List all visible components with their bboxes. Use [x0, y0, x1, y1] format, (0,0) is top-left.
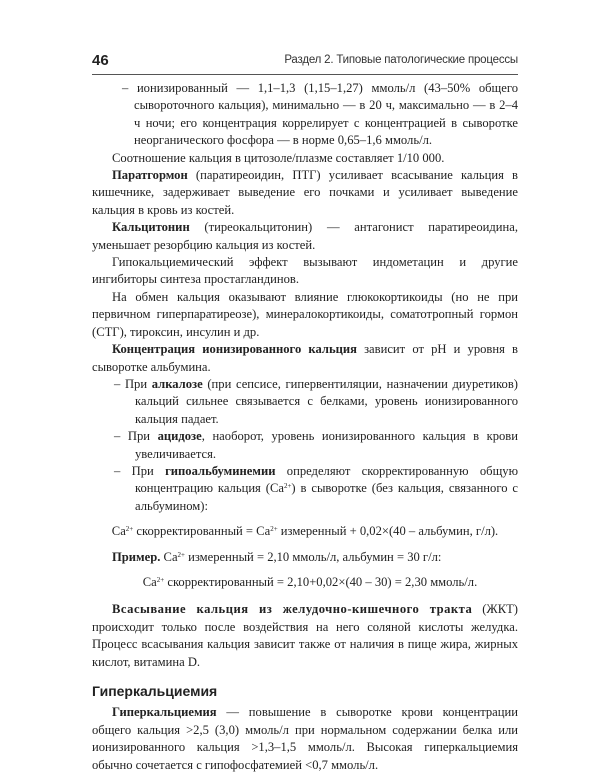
example-part: Ca — [142, 574, 157, 589]
metabolism-paragraph: На обмен кальция оказывают влияние глюкокортикоиды (но не при первичном гиперпаратиреозе), минералокортикоиды, соматотропный гормон (СТГ), тироксин, инсулин и др. — [92, 289, 518, 339]
hypoalbuminemia-prefix: – При — [114, 463, 166, 478]
calcitonin-text: (тиреокальцитонин) — антагонист паратиреоидина, уменьшает резорбцию кальция из костей. — [92, 220, 518, 252]
example-line — [92, 549, 518, 566]
alkalosis-text: (при сепсисе, гипервентиляции, назначении диуретиков) кальций сильнее связывается с белками, уровень ионизированного кальция падает. — [135, 376, 518, 426]
ionized-calcium-item: – ионизированный — 1,1–1,3 (1,15–1,27) ммоль/л (43–50% общего сывороточного кальция), минимально — в 20 ч, максимально — в 2–4 ч ночи; его концентрация коррелирует с концентрацией в сыворотке неорганического фосфора — в норме 0,65–1,6 ммоль/л. — [122, 81, 518, 148]
hypoalbuminemia-text: определяют скорректированную общую концентрацию кальция (Ca — [135, 463, 518, 496]
formula-part: скорректированный = Ca — [133, 524, 271, 539]
alkalosis-term: алкалозе — [151, 376, 203, 391]
concentration-paragraph — [92, 341, 518, 376]
superscript: 2+ — [125, 525, 134, 534]
absorption-text: (ЖКТ) происходит только после воздействия на него соляной кислоты желудка. Процесс всасывания кальция зависит также от наличия в пище жира, жирных кислот, витамина D. — [92, 602, 519, 669]
formula-part: Ca — [111, 524, 126, 539]
absorption-term: Всасывание кальция из желудочно-кишечного тракта — [112, 602, 473, 617]
hypercalcemia-text: — повышение в сыворотке крови концентрации общего кальция >2,5 (3,0) ммоль/л при нормальном содержании белка или ионизированного кальция >1,3–1,5 ммоль/л. Высокая гиперкальциемия обычно сочетается с гипофосфатемией <0,7 ммоль/л. — [92, 705, 518, 772]
concentration-term: Концентрация ионизированного кальция — [112, 342, 357, 357]
superscript: 2+ — [156, 575, 165, 584]
acidosis-text: , наоборот, уровень ионизированного кальция в крови увеличивается. — [135, 429, 518, 461]
formula-part: измеренный + 0,02×(40 – альбумин, г/л). — [277, 524, 499, 539]
acidosis-item — [92, 428, 518, 463]
alkalosis-prefix: – При — [114, 376, 152, 391]
example-term: Пример. — [112, 549, 161, 564]
calcitonin-term: Кальцитонин — [112, 220, 190, 235]
absorption-paragraph — [92, 601, 518, 671]
correction-formula — [92, 523, 518, 540]
hypoalbuminemia-term: гипоальбуминемии — [165, 463, 276, 478]
section-heading: Гиперкальциемия — [92, 683, 218, 699]
pth-paragraph — [92, 167, 518, 219]
hypocalcemic-paragraph: Гипокальциемический эффект вызывают индометацин и другие ингибиторы синтеза простагландинов. — [92, 255, 518, 287]
superscript: 2+ — [270, 525, 278, 534]
acidosis-term: ацидозе — [157, 429, 202, 444]
pth-term: Паратгормон — [112, 168, 188, 183]
hypoalbuminemia-item — [92, 463, 518, 515]
page-header — [92, 52, 518, 75]
example-part: Ca — [160, 549, 178, 564]
example-part: измеренный = 2,10 ммоль/л, альбумин = 30 г/л: — [184, 549, 442, 564]
hypoalbuminemia-text-end: ) в сыворотке (без кальция, связанного с альбумином): — [135, 481, 518, 513]
example-part: скорректированный = 2,10+0,02×(40 – 30) = 2,30 ммоль/л. — [164, 574, 478, 589]
example-result — [92, 574, 518, 591]
acidosis-prefix: – При — [114, 429, 158, 444]
superscript: 2+ — [177, 550, 185, 559]
hypercalcemia-paragraph — [92, 704, 518, 774]
running-header: Раздел 2. Типовые патологические процессы — [284, 54, 518, 66]
pth-text: (паратиреоидин, ПТГ) усиливает всасывание кальция в кишечнике, задерживает выведение его почками и усиливает выведение кальция в кровь из костей. — [92, 168, 518, 217]
ratio-paragraph: Соотношение кальция в цитозоле/плазме составляет 1/10 000. — [112, 150, 445, 165]
page-number: 46 — [92, 52, 109, 69]
page-body — [92, 80, 518, 774]
alkalosis-item — [92, 376, 518, 428]
concentration-text: зависит от pH и уровня в сыворотке альбумина. — [92, 342, 518, 374]
superscript: 2+ — [283, 482, 292, 491]
hypercalcemia-term: Гиперкальциемия — [112, 705, 217, 720]
calcitonin-paragraph — [92, 219, 518, 254]
